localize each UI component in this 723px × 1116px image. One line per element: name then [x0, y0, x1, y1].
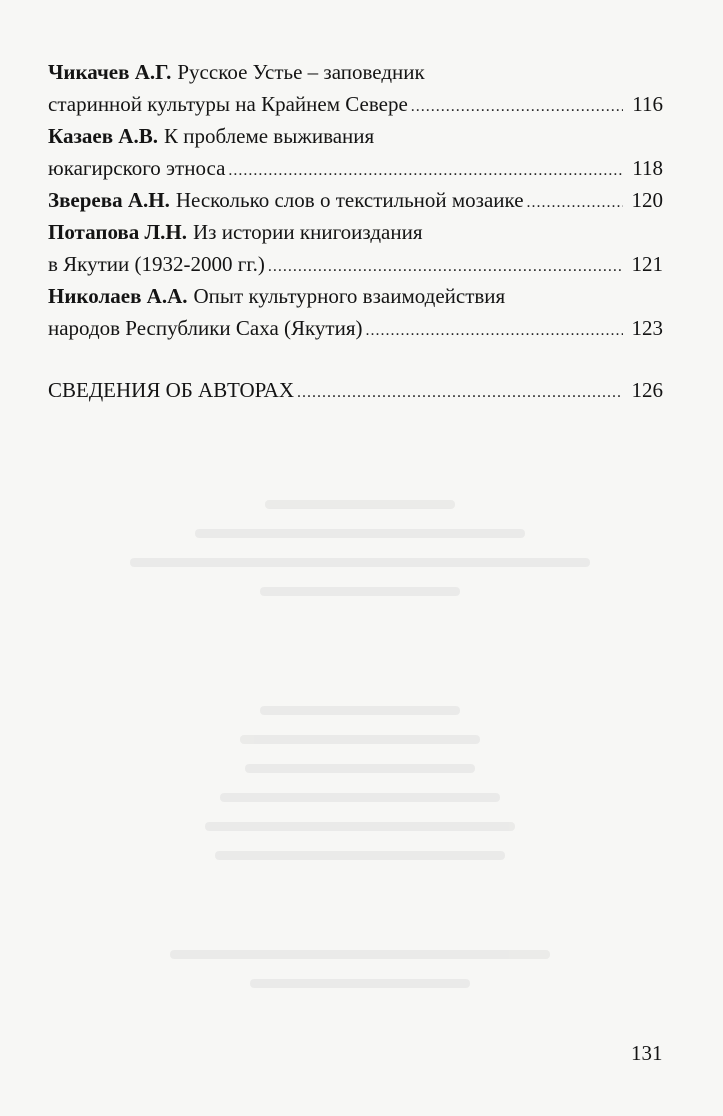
- toc-entry: [48, 184, 663, 216]
- toc-entry-last-line: [48, 88, 663, 120]
- toc-author: Потапова Л.Н.: [48, 220, 188, 244]
- toc-page-number: 116: [632, 92, 663, 116]
- toc-author: Чикачев А.Г.: [48, 60, 172, 84]
- toc-title-part: Опыт культурного взаимодействия: [193, 284, 506, 308]
- toc-title-part: старинной культуры на Крайнем Севере: [48, 92, 408, 116]
- toc-entry-authors-section: [48, 374, 663, 406]
- dot-leader: [268, 259, 623, 275]
- dot-leader: [297, 385, 623, 401]
- toc-author: Зверева А.Н.: [48, 188, 170, 212]
- toc-page-number: 123: [631, 316, 663, 340]
- toc-title-part: народов Республики Саха (Якутия): [48, 316, 363, 340]
- toc-entry-first-line: [48, 280, 663, 312]
- toc-entry-single-line: [48, 184, 663, 216]
- dot-leader: [366, 323, 624, 339]
- dot-leader: [411, 99, 623, 115]
- toc-page-number: 118: [632, 156, 663, 180]
- toc-title-part: Из истории книгоиздания: [193, 220, 423, 244]
- dot-leader: [228, 163, 623, 179]
- toc-entry-first-line: [48, 56, 663, 88]
- toc-title-part: Несколько слов о текстильной мозаике: [175, 188, 524, 212]
- section-spacer: [48, 344, 663, 374]
- toc-entry-last-line: [48, 248, 663, 280]
- toc-section-title: СВЕДЕНИЯ ОБ АВТОРАХ: [48, 378, 294, 402]
- toc-page-number: 120: [631, 188, 663, 212]
- toc-entry: [48, 56, 663, 120]
- toc-title-part: Русское Устье – заповедник: [177, 60, 425, 84]
- dot-leader: [527, 195, 623, 211]
- toc-entry-last-line: [48, 152, 663, 184]
- toc-entry-first-line: [48, 120, 663, 152]
- toc-title-part: в Якутии (1932-2000 гг.): [48, 252, 265, 276]
- toc-entry-single-line: [48, 374, 663, 406]
- toc-entry-first-line: [48, 216, 663, 248]
- bleed-through-text: [110, 500, 610, 1020]
- toc-entry: [48, 216, 663, 280]
- toc-author: Казаев А.В.: [48, 124, 158, 148]
- toc-title-part: юкагирского этноса: [48, 156, 226, 180]
- toc-author: Николаев А.А.: [48, 284, 188, 308]
- toc-title-part: К проблеме выживания: [163, 124, 375, 148]
- toc-entry: [48, 120, 663, 184]
- page-number: 131: [631, 1041, 663, 1065]
- toc-page-number: 126: [631, 378, 663, 402]
- toc-entry-last-line: [48, 312, 663, 344]
- table-of-contents: [48, 56, 663, 406]
- toc-entry: [48, 280, 663, 344]
- toc-page-number: 121: [631, 252, 663, 276]
